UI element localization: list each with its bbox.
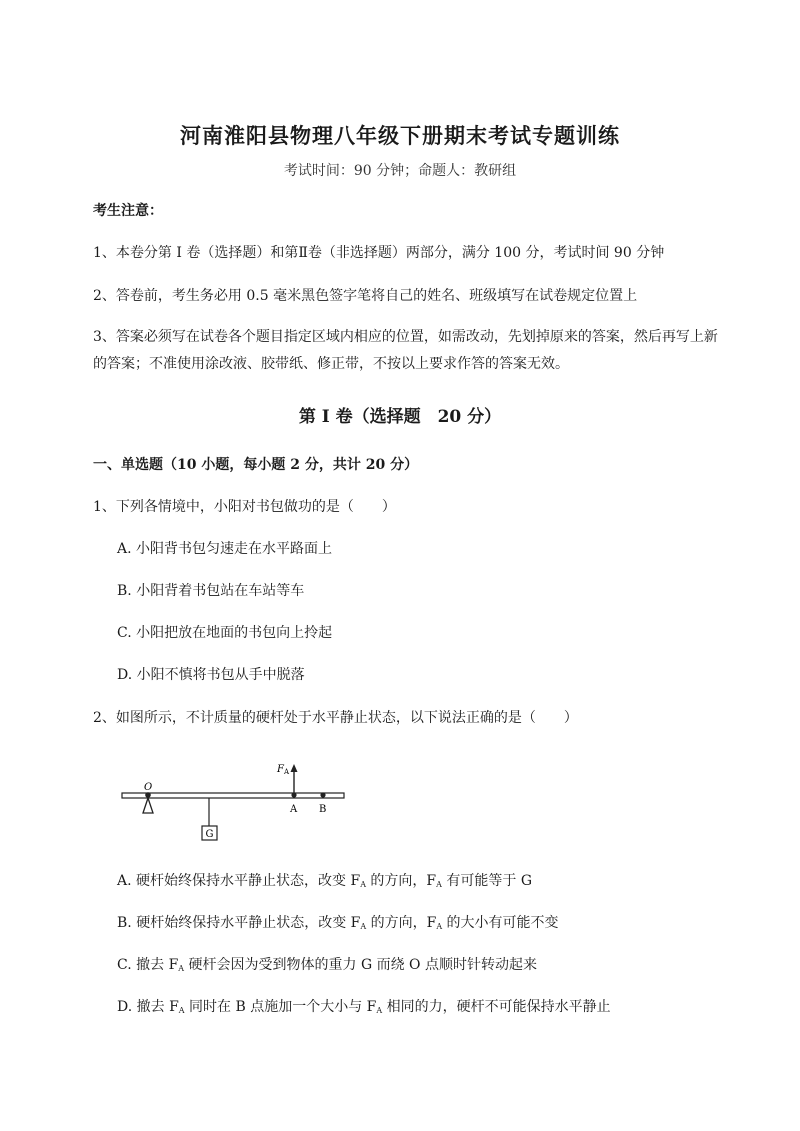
- label-g: G: [205, 829, 214, 840]
- q2a-text-3: 有可能等于 G: [441, 873, 533, 889]
- question-2-option-a: [117, 869, 532, 897]
- q2b-text-2: 的方向，F: [366, 915, 437, 931]
- q2d-sub-1: A: [178, 1006, 185, 1015]
- point-a: [291, 792, 296, 797]
- notice-item-1: 1、本卷分第 I 卷（选择题）和第Ⅱ卷（非选择题）两部分，满分 100 分，考试时间 90 分钟: [93, 245, 665, 261]
- notice-item-3-cont: 的答案；不准使用涂改液、胶带纸、修正带，不按以上要求作答的答案无效。: [93, 356, 569, 372]
- q2a-sub-2: A: [436, 880, 442, 889]
- q2c-text-1: C. 撤去 F: [117, 957, 179, 973]
- question-1-option-c: C. 小阳把放在地面的书包向上拎起: [117, 625, 333, 641]
- lever-figure: [118, 758, 358, 850]
- question-2-option-d: [117, 995, 611, 1023]
- q2d-sub-2: A: [376, 1006, 383, 1015]
- q2d-text-1: D. 撤去 F: [117, 999, 179, 1015]
- label-fa-sub: A: [283, 768, 290, 776]
- fulcrum-triangle: [143, 798, 153, 813]
- pivot-point: [145, 792, 151, 798]
- point-b: [320, 792, 325, 797]
- notice-item-2: 2、答卷前，考生务必用 0.5 毫米黑色签字笔将自己的姓名、班级填写在试卷规定位置上: [93, 288, 638, 304]
- q2a-sub-1: A: [360, 880, 366, 889]
- lever-rod: [122, 793, 344, 798]
- q2c-text-2: 硬杆会因为受到物体的重力 G 而绕 O 点顺时针转动起来: [184, 957, 537, 973]
- question-2-stem: 2、如图所示，不计质量的硬杆处于水平静止状态，以下说法正确的是（ ）: [93, 710, 578, 726]
- question-2-option-b: [117, 911, 559, 939]
- q2d-text-2: 同时在 B 点施加一个大小与 F: [184, 999, 377, 1015]
- force-arrow-head: [291, 764, 298, 772]
- q2b-text-1: B. 硬杆始终保持水平静止状态，改变 F: [117, 915, 361, 931]
- question-1-stem: 1、下列各情境中，小阳对书包做功的是（ ）: [93, 499, 396, 515]
- section-title: 第 I 卷（选择题 20 分）: [298, 407, 502, 427]
- page-title: 河南淮阳县物理八年级下册期末考试专题训练: [180, 123, 620, 148]
- question-2-option-c: [117, 953, 537, 981]
- q2d-text-3: 相同的力，硬杆不可能保持水平静止: [382, 999, 611, 1015]
- q2a-text-2: 的方向，F: [365, 873, 437, 889]
- exam-subtitle: 考试时间：90 分钟；命题人：教研组: [283, 163, 517, 179]
- part-heading: 一、单选题（10 小题，每小题 2 分，共计 20 分）: [93, 457, 419, 473]
- question-1-option-d: D. 小阳不慎将书包从手中脱落: [117, 667, 305, 683]
- notice-item-3: 3、答案必须写在试卷各个题目指定区域内相应的位置，如需改动，先划掉原来的答案，然后再写上新: [93, 329, 718, 345]
- label-b: B: [319, 804, 327, 815]
- notice-heading: 考生注意：: [93, 203, 163, 219]
- label-a: A: [290, 804, 298, 815]
- label-fa-main: F: [277, 764, 284, 775]
- label-fa: [276, 764, 290, 776]
- q2b-sub-1: A: [360, 922, 367, 931]
- q2a-text-1: A. 硬杆始终保持水平静止状态，改变 F: [117, 873, 361, 889]
- question-1-option-a: A. 小阳背书包匀速走在水平路面上: [117, 541, 333, 557]
- q2b-sub-2: A: [436, 922, 443, 931]
- q2c-sub-1: A: [178, 964, 185, 973]
- label-o: O: [144, 782, 153, 793]
- q2b-text-3: 的大小有可能不变: [442, 915, 559, 931]
- question-1-option-b: B. 小阳背着书包站在车站等车: [117, 583, 305, 599]
